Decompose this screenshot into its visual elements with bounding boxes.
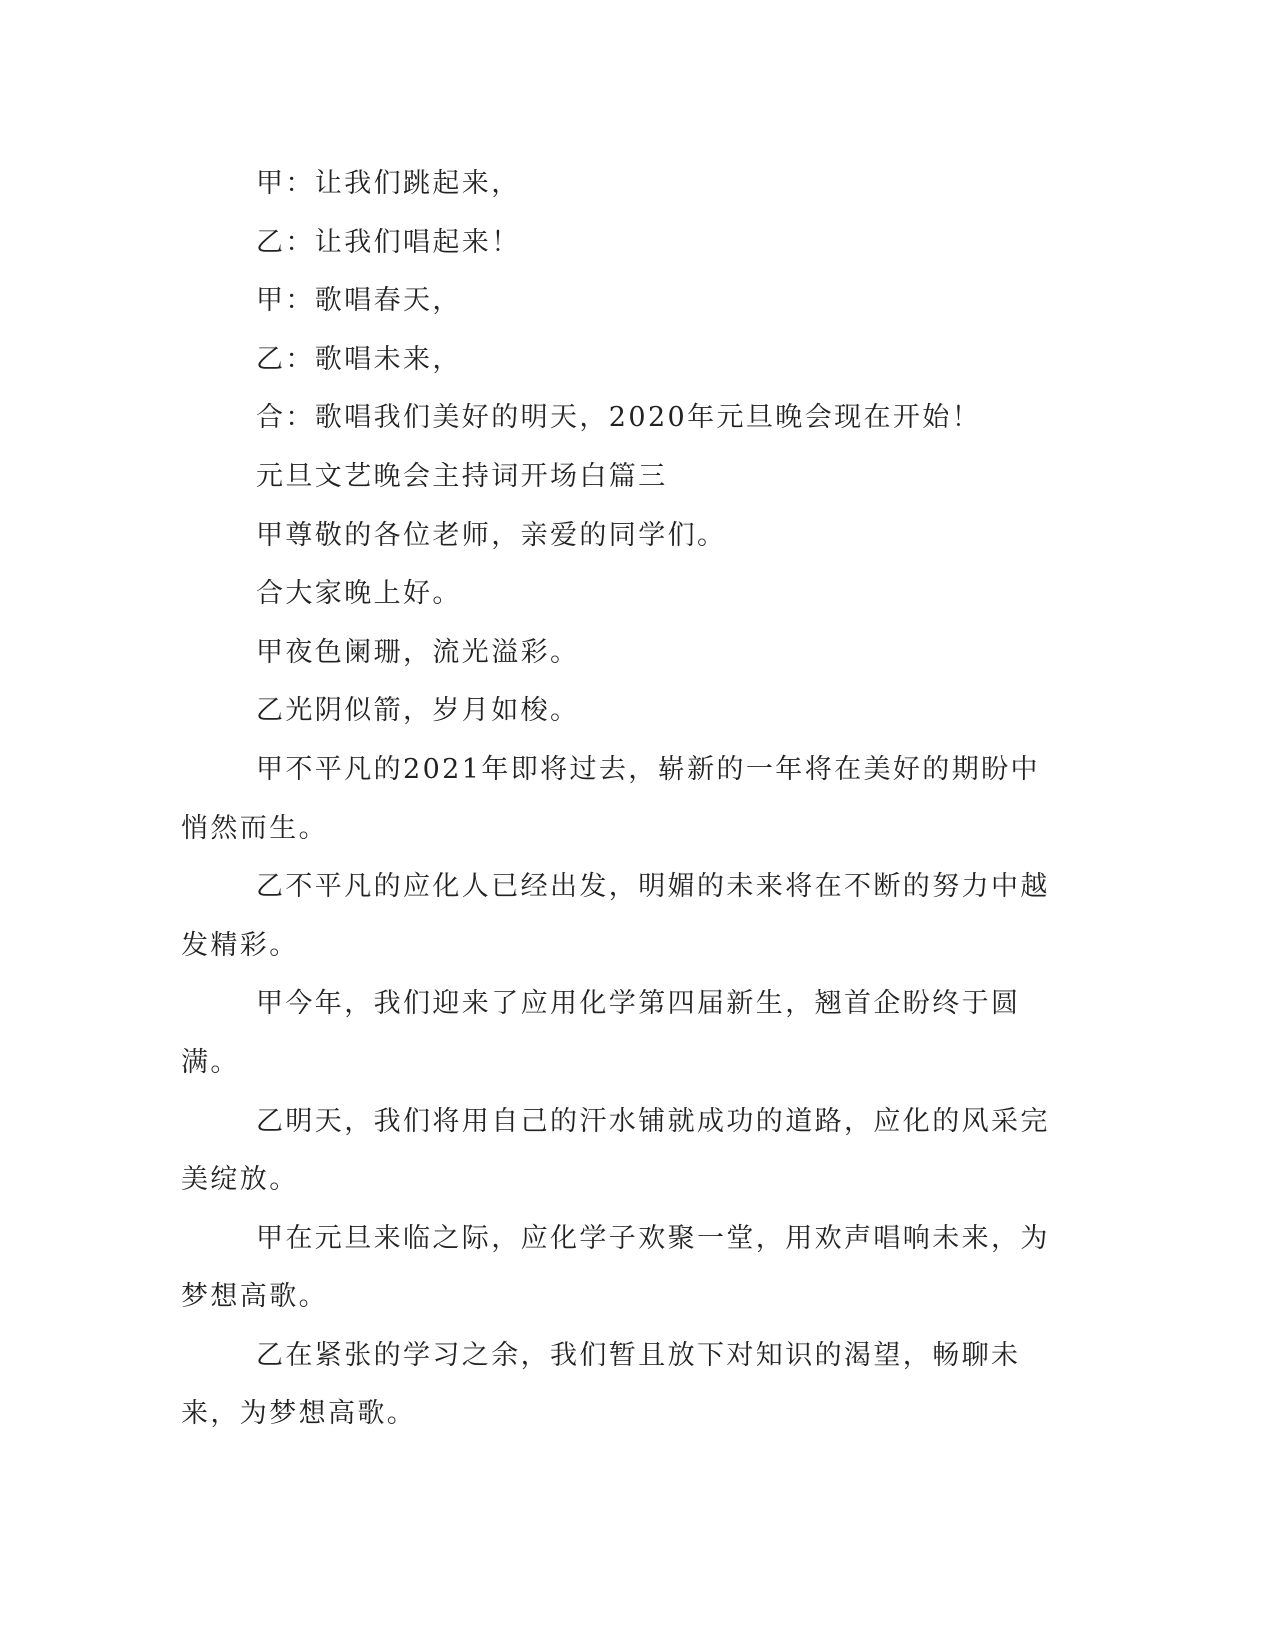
- paragraph-1: 甲：让我们跳起来，: [256, 168, 521, 199]
- paragraph-5: 合：歌唱我们美好的明天，2020年元旦晚会现在开始！: [256, 402, 982, 434]
- paragraph-12: 乙不平凡的应化人已经出发，明媚的未来将在不断的努力中越发精彩。: [181, 871, 1050, 961]
- paragraph-3: 甲：歌唱春天，: [256, 285, 462, 317]
- section-heading: 元旦文艺晚会主持词开场白篇三: [256, 460, 668, 492]
- paragraph-15: 甲在元旦来临之际，应化学子欢聚一堂，用欢声唱响未来，为梦想高歌。: [181, 1222, 1050, 1313]
- paragraph-11: 甲不平凡的2021年即将过去，崭新的一年将在美好的期盼中悄然而生。: [181, 753, 1040, 844]
- paragraph-13: 甲今年，我们迎来了应用化学第四届新生，翘首企盼终于圆满。: [181, 988, 1021, 1078]
- paragraph-16: 乙在紧张的学习之余，我们暂且放下对知识的渴望，畅聊未来，为梦想高歌。: [181, 1339, 1021, 1430]
- paragraph-2: 乙：让我们唱起来！: [256, 226, 521, 258]
- paragraph-14: 乙明天，我们将用自己的汗水铺就成功的道路，应化的风采完美绽放。: [181, 1105, 1050, 1196]
- paragraph-8: 合大家晚上好。: [256, 578, 462, 610]
- paragraph-10: 乙光阴似箭，岁月如梭。: [256, 695, 580, 727]
- paragraph-7: 甲尊敬的各位老师，亲爱的同学们。: [256, 519, 727, 551]
- paragraph-9: 甲夜色阑珊，流光溢彩。: [256, 636, 580, 668]
- document-body: [181, 155, 1061, 1444]
- paragraph-4: 乙：歌唱未来，: [256, 343, 462, 375]
